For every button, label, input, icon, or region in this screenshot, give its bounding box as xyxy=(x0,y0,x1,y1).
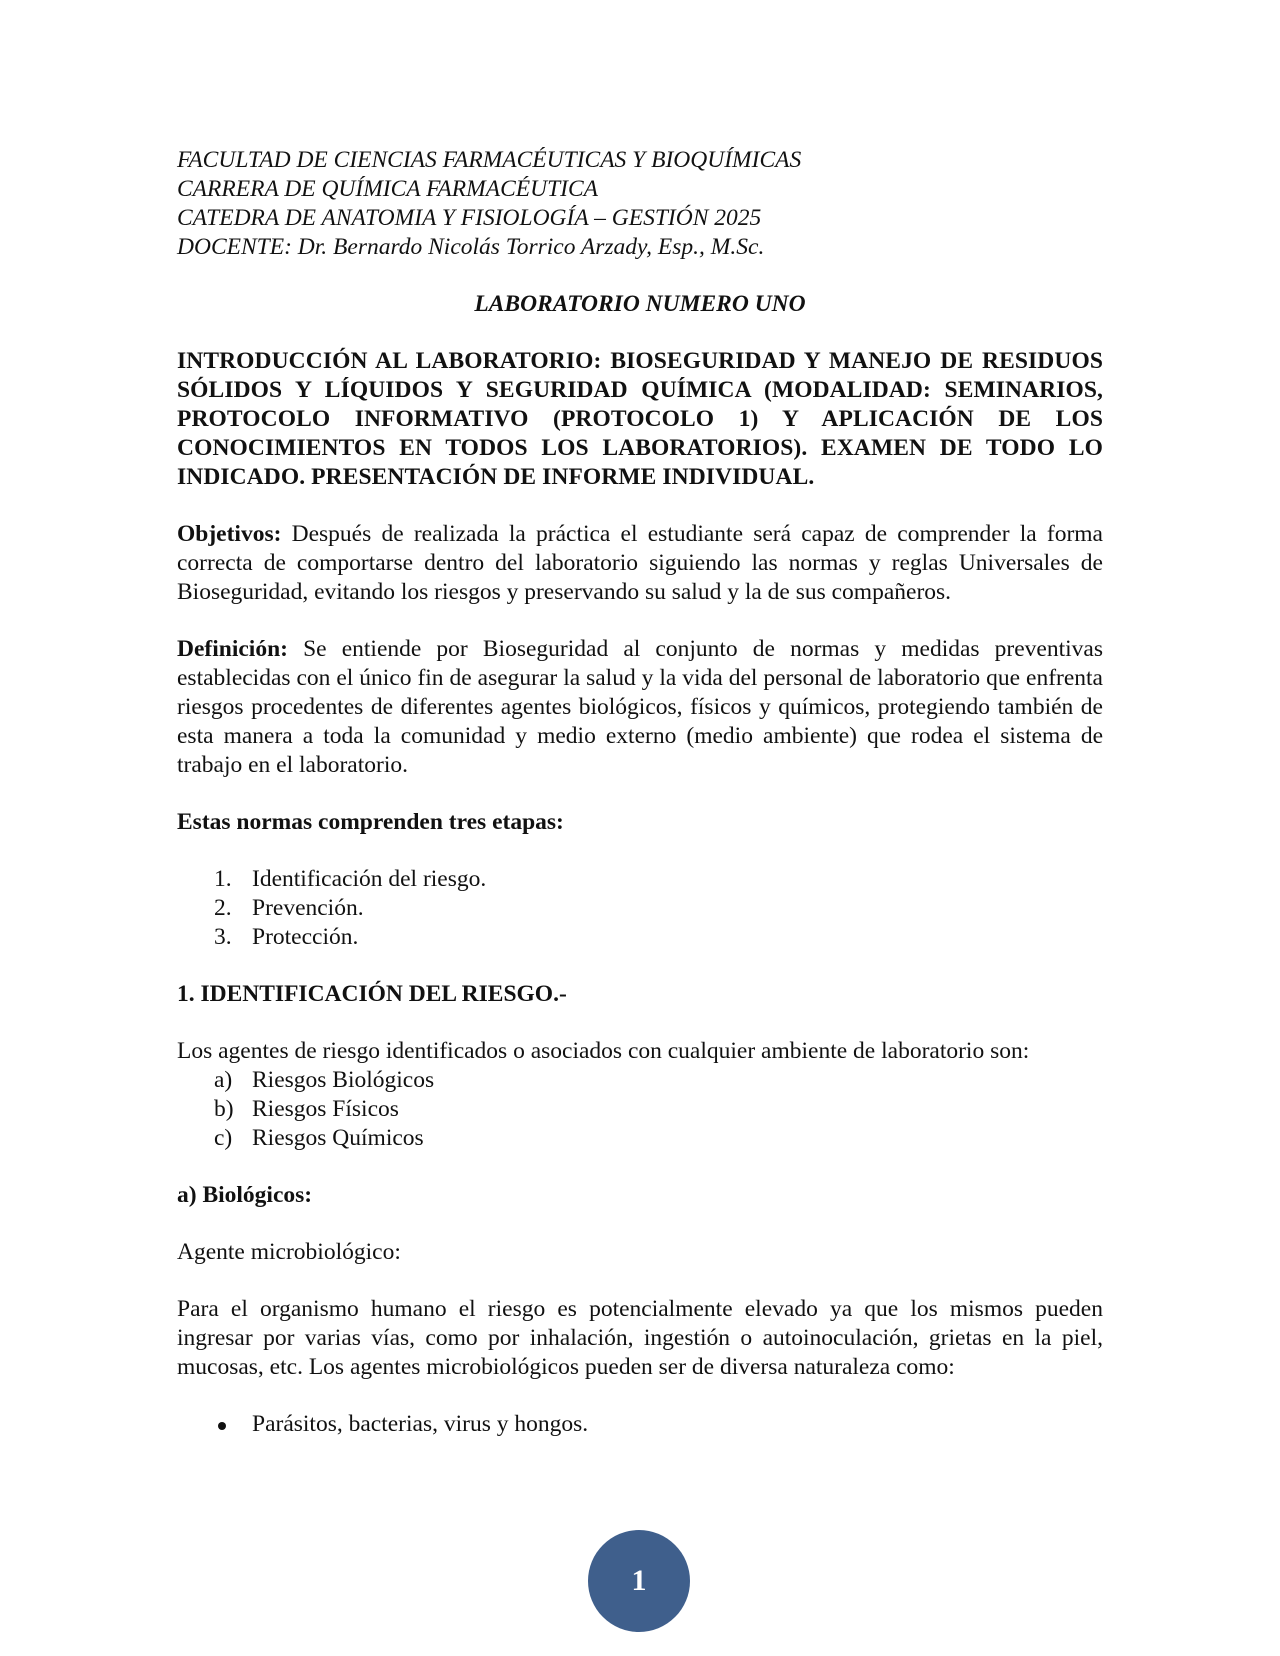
objectives-paragraph xyxy=(177,520,1103,607)
list-item-text: Parásitos, bacterias, virus y hongos. xyxy=(252,1411,589,1437)
list-marker: 1. xyxy=(214,866,232,892)
list-item-text: Identificación del riesgo. xyxy=(252,866,487,892)
agent-label: Agente microbiológico: xyxy=(177,1239,401,1265)
bullet-icon xyxy=(218,1422,226,1430)
list-marker: b) xyxy=(214,1096,234,1122)
stages-list xyxy=(177,865,1103,952)
list-item xyxy=(177,1095,1103,1124)
list-item-text: Riesgos Biológicos xyxy=(252,1067,435,1093)
agent-paragraph: Para el organismo humano el riesgo es potencialmente elevado ya que los mismos pueden ingresar por varias vías, como por inhalación, ingestión o autoinoculación, grietas en la piel, mucosas, etc. Los agentes microbiológicos pueden ser de diversa naturaleza como: xyxy=(177,1296,1103,1380)
lab-title: LABORATORIO NUMERO UNO xyxy=(474,291,806,317)
header-career: CARRERA DE QUÍMICA FARMACÉUTICA xyxy=(177,176,598,202)
definition-paragraph xyxy=(177,635,1103,780)
list-item xyxy=(177,1410,1103,1439)
list-item xyxy=(177,865,1103,894)
list-item-text: Riesgos Químicos xyxy=(252,1125,424,1151)
main-title: INTRODUCCIÓN AL LABORATORIO: BIOSEGURIDAD Y MANEJO DE RESIDUOS SÓLIDOS Y LÍQUIDOS Y SEGURIDAD QUÍMICA (MODALIDAD: SEMINARIOS, PROTOCOLO INFORMATIVO (PROTOCOLO 1) Y APLICACIÓN DE LOS CONOCIMIENTOS EN TODOS LOS LABORATORIOS). EXAMEN DE TODO LO INDICADO. PRESENTACIÓN DE INFORME INDIVIDUAL. xyxy=(177,348,1103,490)
list-marker: 2. xyxy=(214,895,232,921)
definition-label: Definición: xyxy=(177,636,288,662)
header-faculty: FACULTAD DE CIENCIAS FARMACÉUTICAS Y BIOQUÍMICAS xyxy=(177,147,802,173)
stages-heading: Estas normas comprenden tres etapas: xyxy=(177,809,564,835)
definition-text: Se entiende por Bioseguridad al conjunto de normas y medidas preventivas establecidas con el único fin de asegurar la salud y la vida del personal de laboratorio que enfrenta riesgos procedentes de diferentes agentes biológicos, físicos y químicos, protegiendo también de esta manera a toda la comunidad y medio externo (medio ambiente) que rodea el sistema de trabajo en el laboratorio. xyxy=(177,636,1103,778)
list-marker: a) xyxy=(214,1067,233,1093)
document-page xyxy=(177,146,1103,1439)
risk-intro: Los agentes de riesgo identificados o asociados con cualquier ambiente de laboratorio son: xyxy=(177,1038,1030,1064)
list-item xyxy=(177,1066,1103,1095)
list-item-text: Riesgos Físicos xyxy=(252,1096,399,1122)
header-chair: CATEDRA DE ANATOMIA Y FISIOLOGÍA – GESTIÓN 2025 xyxy=(177,205,762,231)
list-item xyxy=(177,1124,1103,1153)
objectives-text: Después de realizada la práctica el estudiante será capaz de comprender la forma correcta de comportarse dentro del laboratorio siguiendo las normas y reglas Universales de Bioseguridad, evitando los riesgos y preservando su salud y la de sus compañeros. xyxy=(177,521,1103,605)
header-teacher: DOCENTE: Dr. Bernardo Nicolás Torrico Arzady, Esp., M.Sc. xyxy=(177,234,765,260)
objectives-label: Objetivos: xyxy=(177,521,282,547)
section1-heading: 1. IDENTIFICACIÓN DEL RIESGO.- xyxy=(177,981,567,1007)
list-item xyxy=(177,923,1103,952)
list-item xyxy=(177,894,1103,923)
risks-list xyxy=(177,1066,1103,1153)
list-item-text: Protección. xyxy=(252,924,359,950)
biological-heading: a) Biológicos: xyxy=(177,1182,313,1208)
agents-list xyxy=(177,1410,1103,1439)
page-number-badge: 1 xyxy=(588,1530,690,1632)
list-item-text: Prevención. xyxy=(252,895,364,921)
list-marker: c) xyxy=(214,1125,233,1151)
list-marker: 3. xyxy=(214,924,232,950)
